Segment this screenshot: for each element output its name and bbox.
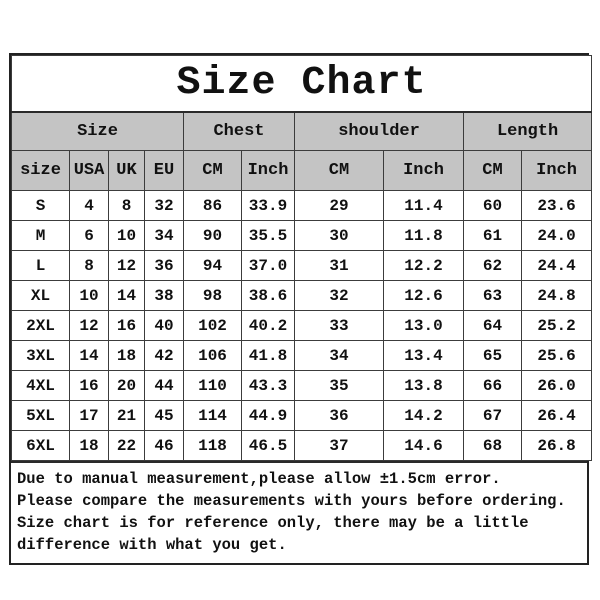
table-cell: 25.6 [522, 341, 592, 371]
table-cell: 106 [184, 341, 242, 371]
group-header-shoulder: shoulder [295, 112, 464, 151]
size-table [11, 55, 592, 461]
size-table-body [12, 191, 592, 461]
table-cell: 34 [295, 341, 384, 371]
table-cell: 37.0 [242, 251, 295, 281]
row-size-label: 3XL [12, 341, 70, 371]
column-header-shoulder-cm: CM [295, 151, 384, 191]
table-cell: 38.6 [242, 281, 295, 311]
table-cell: 32 [145, 191, 184, 221]
table-cell: 63 [464, 281, 522, 311]
table-cell: 18 [70, 431, 109, 461]
table-cell: 35 [295, 371, 384, 401]
table-cell: 33 [295, 311, 384, 341]
table-cell: 110 [184, 371, 242, 401]
table-cell: 37 [295, 431, 384, 461]
table-cell: 14.2 [384, 401, 464, 431]
table-cell: 46.5 [242, 431, 295, 461]
title-row [12, 56, 592, 113]
group-header-chest: Chest [184, 112, 295, 151]
table-row [12, 281, 592, 311]
table-cell: 94 [184, 251, 242, 281]
table-cell: 46 [145, 431, 184, 461]
table-cell: 4 [70, 191, 109, 221]
table-cell: 61 [464, 221, 522, 251]
table-cell: 65 [464, 341, 522, 371]
table-cell: 86 [184, 191, 242, 221]
table-cell: 44 [145, 371, 184, 401]
table-cell: 12 [109, 251, 145, 281]
column-header-chest-inch: Inch [242, 151, 295, 191]
table-cell: 30 [295, 221, 384, 251]
column-header-uk: UK [109, 151, 145, 191]
table-cell: 45 [145, 401, 184, 431]
table-cell: 42 [145, 341, 184, 371]
table-cell: 98 [184, 281, 242, 311]
table-cell: 68 [464, 431, 522, 461]
table-cell: 22 [109, 431, 145, 461]
table-cell: 11.4 [384, 191, 464, 221]
table-cell: 29 [295, 191, 384, 221]
table-cell: 62 [464, 251, 522, 281]
size-chart-box [9, 53, 589, 565]
table-row [12, 431, 592, 461]
table-cell: 33.9 [242, 191, 295, 221]
table-row [12, 191, 592, 221]
table-cell: 8 [70, 251, 109, 281]
table-cell: 32 [295, 281, 384, 311]
table-cell: 24.0 [522, 221, 592, 251]
table-cell: 12.2 [384, 251, 464, 281]
table-cell: 8 [109, 191, 145, 221]
table-cell: 12.6 [384, 281, 464, 311]
column-header-shoulder-inch: Inch [384, 151, 464, 191]
column-header-eu: EU [145, 151, 184, 191]
table-cell: 31 [295, 251, 384, 281]
table-row [12, 251, 592, 281]
group-header-row [12, 112, 592, 151]
footer-note-line: Size chart is for reference only, there may be a little [17, 514, 529, 532]
table-cell: 38 [145, 281, 184, 311]
row-size-label: XL [12, 281, 70, 311]
row-size-label: L [12, 251, 70, 281]
table-cell: 10 [109, 221, 145, 251]
row-size-label: 6XL [12, 431, 70, 461]
table-cell: 12 [70, 311, 109, 341]
table-cell: 60 [464, 191, 522, 221]
table-cell: 34 [145, 221, 184, 251]
disclaimer-footer [11, 461, 587, 563]
table-cell: 20 [109, 371, 145, 401]
table-cell: 67 [464, 401, 522, 431]
table-cell: 11.8 [384, 221, 464, 251]
table-cell: 6 [70, 221, 109, 251]
table-cell: 41.8 [242, 341, 295, 371]
table-cell: 16 [109, 311, 145, 341]
row-size-label: S [12, 191, 70, 221]
table-cell: 17 [70, 401, 109, 431]
table-row [12, 371, 592, 401]
table-row [12, 401, 592, 431]
footer-note-line: Please compare the measurements with yours before ordering. [17, 492, 566, 510]
table-cell: 102 [184, 311, 242, 341]
column-header-length-cm: CM [464, 151, 522, 191]
group-header-length: Length [464, 112, 592, 151]
row-size-label: 4XL [12, 371, 70, 401]
column-header-usa: USA [70, 151, 109, 191]
column-header-size: size [12, 151, 70, 191]
table-cell: 64 [464, 311, 522, 341]
table-cell: 13.0 [384, 311, 464, 341]
size-table-head [12, 56, 592, 191]
column-header-length-inch: Inch [522, 151, 592, 191]
table-cell: 40.2 [242, 311, 295, 341]
footer-note-line: difference with what you get. [17, 536, 287, 554]
table-cell: 13.4 [384, 341, 464, 371]
table-cell: 13.8 [384, 371, 464, 401]
table-row [12, 311, 592, 341]
table-cell: 10 [70, 281, 109, 311]
table-cell: 16 [70, 371, 109, 401]
table-cell: 66 [464, 371, 522, 401]
table-cell: 114 [184, 401, 242, 431]
table-cell: 43.3 [242, 371, 295, 401]
table-cell: 44.9 [242, 401, 295, 431]
table-cell: 40 [145, 311, 184, 341]
footer-note-line: Due to manual measurement,please allow ±1.5cm error. [17, 470, 501, 488]
table-cell: 26.0 [522, 371, 592, 401]
table-cell: 35.5 [242, 221, 295, 251]
page-title: Size Chart [12, 56, 592, 113]
table-cell: 18 [109, 341, 145, 371]
row-size-label: M [12, 221, 70, 251]
table-cell: 21 [109, 401, 145, 431]
table-cell: 25.2 [522, 311, 592, 341]
table-cell: 24.8 [522, 281, 592, 311]
table-cell: 14.6 [384, 431, 464, 461]
table-cell: 36 [295, 401, 384, 431]
table-cell: 14 [109, 281, 145, 311]
table-cell: 14 [70, 341, 109, 371]
table-row [12, 341, 592, 371]
row-size-label: 2XL [12, 311, 70, 341]
table-cell: 90 [184, 221, 242, 251]
table-cell: 26.8 [522, 431, 592, 461]
table-row [12, 221, 592, 251]
table-cell: 36 [145, 251, 184, 281]
row-size-label: 5XL [12, 401, 70, 431]
group-header-size: Size [12, 112, 184, 151]
table-cell: 23.6 [522, 191, 592, 221]
table-cell: 24.4 [522, 251, 592, 281]
table-cell: 118 [184, 431, 242, 461]
column-header-chest-cm: CM [184, 151, 242, 191]
column-header-row [12, 151, 592, 191]
table-cell: 26.4 [522, 401, 592, 431]
